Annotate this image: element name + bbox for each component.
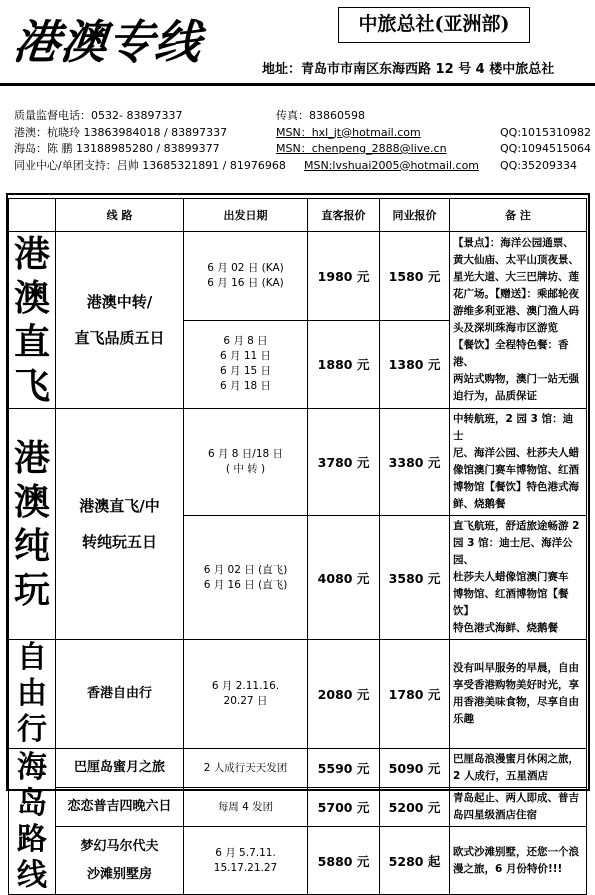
group-char: 纯 xyxy=(13,525,50,567)
table-row xyxy=(9,409,587,516)
contact-name: 同业中心/单团支持：吕帅 13685321891 / 81976968 xyxy=(14,158,286,172)
agency-name: 中旅总社(亚洲部) xyxy=(338,7,530,43)
date-line: 6 月 11 日 xyxy=(219,350,272,363)
note-line: 直飞航班，舒适旅途畅游 2 xyxy=(453,520,580,532)
note-line: 尼、海洋公园、杜莎夫人蜡 xyxy=(453,447,579,459)
header-direct-price: 直客报价 xyxy=(308,199,380,232)
notes-cell xyxy=(450,409,587,516)
route-name: 梦幻马尔代夫 xyxy=(80,838,159,854)
trade-price: 5200 元 xyxy=(380,788,450,827)
route-name: 巴厘岛蜜月之旅 xyxy=(73,760,165,775)
note-line: 博物馆、红酒博物馆【餐饮】 xyxy=(453,588,569,617)
date-line: 6 月 5.7.11. xyxy=(215,846,276,859)
date-line: 6 月 02 日 (KA) xyxy=(207,261,284,274)
direct-price: 5590 元 xyxy=(308,749,380,788)
notes-cell xyxy=(450,827,587,895)
route-cell xyxy=(56,788,184,827)
note-line: 享受香港购物美好时光，享 xyxy=(453,679,579,691)
note-line: 两站式购物，澳门一站无强 xyxy=(453,373,579,385)
note-line: 欧式沙滩别墅，还您一个浪 xyxy=(453,845,579,858)
route-cell xyxy=(56,749,184,788)
route-name: 转纯玩五日 xyxy=(81,533,157,551)
notes-cell xyxy=(450,232,587,409)
group-label xyxy=(9,409,56,640)
note-line: 园 3 馆：迪士尼、海洋公园、 xyxy=(453,537,573,566)
price-table xyxy=(8,198,587,895)
note-line: 青岛起止、两人即成、普吉 xyxy=(453,792,579,804)
table-row xyxy=(9,827,587,895)
table-header-row xyxy=(9,199,587,232)
notes-cell xyxy=(450,749,587,788)
route-name: 香港自由行 xyxy=(86,686,152,701)
route-cell xyxy=(56,232,184,409)
group-islands xyxy=(9,750,55,894)
note-line: 巴厘岛浪漫蜜月休闲之旅， xyxy=(453,753,579,765)
date-cell xyxy=(184,409,308,516)
note-line: 花广场。【赠送】：乘邮轮夜 xyxy=(453,288,579,300)
group-char: 直 xyxy=(13,321,50,363)
note-line: 星光大道、大三巴牌坊、莲 xyxy=(453,271,579,283)
contact-row-quality xyxy=(14,108,584,125)
note-line: 用香港美味食物，尽享自由 xyxy=(453,696,579,708)
trade-price: 3380 元 xyxy=(380,409,450,516)
group-label xyxy=(9,640,56,749)
group-hk-pure xyxy=(9,436,55,612)
brand-title: 港澳专线 xyxy=(10,15,205,69)
date-cell xyxy=(184,320,308,409)
contact-row-hkmacau xyxy=(14,125,592,142)
note-line: 乐趣 xyxy=(453,713,474,725)
group-char: 行 xyxy=(17,712,47,747)
qq-number: QQ:1015310982 xyxy=(500,125,592,139)
msn-link[interactable]: MSN：chenpeng_2888@live.cn xyxy=(276,142,447,155)
header-blank xyxy=(9,199,56,232)
route-cell xyxy=(56,409,184,640)
date-line: ( 中 转 ) xyxy=(225,463,266,475)
date-line: 6 月 16 日 (KA) xyxy=(207,276,284,289)
date-cell xyxy=(184,788,308,827)
group-label xyxy=(9,232,56,409)
header-date: 出发日期 xyxy=(184,199,308,232)
date-line: 20.27 日 xyxy=(223,695,268,707)
table-row xyxy=(9,640,587,749)
note-line: 黄大仙庙、太平山顶夜景、 xyxy=(453,254,579,266)
route-name: 港澳中转/ xyxy=(86,293,153,311)
contact-name: 海岛：陈 鹏 13188985280 / 83899377 xyxy=(14,142,220,155)
date-line: 2 人成行天天发团 xyxy=(203,761,288,774)
note-line: 博物馆【餐饮】特色港式海 xyxy=(453,481,579,493)
date-line: 6 月 15 日 xyxy=(219,365,272,378)
note-line: 像馆澳门赛车博物馆、红酒 xyxy=(453,464,579,476)
notes-cell xyxy=(450,516,587,640)
contact-row-trade xyxy=(14,158,584,175)
header-trade-price: 同业报价 xyxy=(380,199,450,232)
table-row xyxy=(9,749,587,788)
note-line: 中转航班，2 园 3 馆：迪士 xyxy=(453,413,574,442)
note-line: 【餐饮】全程特色餐：香港、 xyxy=(453,339,569,368)
header-divider xyxy=(0,83,595,86)
group-char: 自 xyxy=(17,640,47,675)
date-line: 6 月 16 日 (直飞) xyxy=(203,578,288,591)
group-char: 澳 xyxy=(13,277,50,319)
header-notes: 备 注 xyxy=(450,199,587,232)
contact-block xyxy=(14,108,592,174)
date-line: 6 月 02 日 (直飞) xyxy=(203,563,288,576)
contact-fax: 传真：83860598 xyxy=(276,109,365,122)
note-line: 游维多利亚港、澳门渔人码 xyxy=(453,305,579,317)
route-cell xyxy=(56,640,184,749)
note-line: 特色港式海鲜、烧鹅餐 xyxy=(453,622,558,634)
date-line: 每周 4 发团 xyxy=(217,800,274,813)
route-name: 恋恋普吉四晚六日 xyxy=(67,799,172,814)
group-char: 路 xyxy=(17,821,47,857)
notes-cell xyxy=(450,788,587,827)
date-cell xyxy=(184,640,308,749)
msn-link[interactable]: MSN：hxl_jt@hotmail.com xyxy=(276,125,421,139)
trade-price: 5090 元 xyxy=(380,749,450,788)
group-char: 飞 xyxy=(13,365,50,407)
note-line: 【景点】：海洋公园通票、 xyxy=(453,237,574,249)
contact-name: 港澳：杭晓玲 13863984018 / 83897337 xyxy=(14,125,228,139)
note-line: 漫之旅，6 月份特价!!! xyxy=(453,862,563,875)
table-row xyxy=(9,788,587,827)
group-hk-direct xyxy=(9,232,55,408)
note-line: 鲜、烧鹅餐 xyxy=(453,498,506,510)
trade-price: 1580 元 xyxy=(380,232,450,321)
note-line: 岛四星级酒店住宿 xyxy=(453,809,537,821)
note-line: 迫行为，品质保证 xyxy=(453,390,537,402)
direct-price: 1880 元 xyxy=(308,320,380,409)
group-char: 海 xyxy=(17,749,47,785)
group-char: 港 xyxy=(13,437,50,479)
group-char: 澳 xyxy=(13,481,50,523)
direct-price: 5880 元 xyxy=(308,827,380,895)
group-char: 玩 xyxy=(13,569,50,611)
group-char: 由 xyxy=(17,676,47,711)
header-route: 线 路 xyxy=(56,199,184,232)
notes-cell xyxy=(450,640,587,749)
direct-price: 1980 元 xyxy=(308,232,380,321)
date-cell xyxy=(184,232,308,321)
group-free-travel xyxy=(9,640,55,748)
address: 地址：青岛市市南区东海西路 12 号 4 楼中旅总社 xyxy=(262,62,555,77)
qq-number: QQ:35209334 xyxy=(500,158,578,172)
direct-price: 3780 元 xyxy=(308,409,380,516)
contact-row-island xyxy=(14,141,592,158)
group-char: 线 xyxy=(17,857,47,893)
date-cell xyxy=(184,827,308,895)
trade-price: 3580 元 xyxy=(380,516,450,640)
date-cell xyxy=(184,749,308,788)
trade-price: 1780 元 xyxy=(380,640,450,749)
direct-price: 5700 元 xyxy=(308,788,380,827)
group-char: 港 xyxy=(13,233,50,275)
date-line: 6 月 8 日 xyxy=(223,335,268,348)
note-line: 2 人成行，五星酒店 xyxy=(453,770,548,782)
trade-price: 5280 起 xyxy=(380,827,450,895)
table-row xyxy=(9,232,587,321)
group-label xyxy=(9,749,56,895)
date-line: 15.17.21.27 xyxy=(213,861,278,874)
date-line: 6 月 8 日/18 日 xyxy=(207,448,284,460)
msn-link[interactable]: MSN:lvshuai2005@hotmail.com xyxy=(304,158,480,172)
note-line: 没有叫早服务的早晨，自由 xyxy=(453,662,579,674)
route-name: 港澳直飞/中 xyxy=(79,497,160,515)
direct-price: 2080 元 xyxy=(308,640,380,749)
date-cell xyxy=(184,516,308,640)
route-cell xyxy=(56,827,184,895)
date-line: 6 月 18 日 xyxy=(219,380,272,393)
note-line: 头及深圳珠海市区游览 xyxy=(453,322,558,334)
direct-price: 4080 元 xyxy=(308,516,380,640)
date-line: 6 月 2.11.16. xyxy=(211,680,280,692)
route-name: 沙滩别墅房 xyxy=(86,866,152,882)
route-name: 直飞品质五日 xyxy=(74,329,165,347)
group-char: 岛 xyxy=(17,785,47,821)
qq-number: QQ:1094515064 xyxy=(500,142,592,155)
note-line: 杜莎夫人蜡像馆澳门赛车 xyxy=(453,571,569,583)
contact-phone: 质量监督电话：0532- 83897337 xyxy=(14,109,183,122)
trade-price: 1380 元 xyxy=(380,320,450,409)
